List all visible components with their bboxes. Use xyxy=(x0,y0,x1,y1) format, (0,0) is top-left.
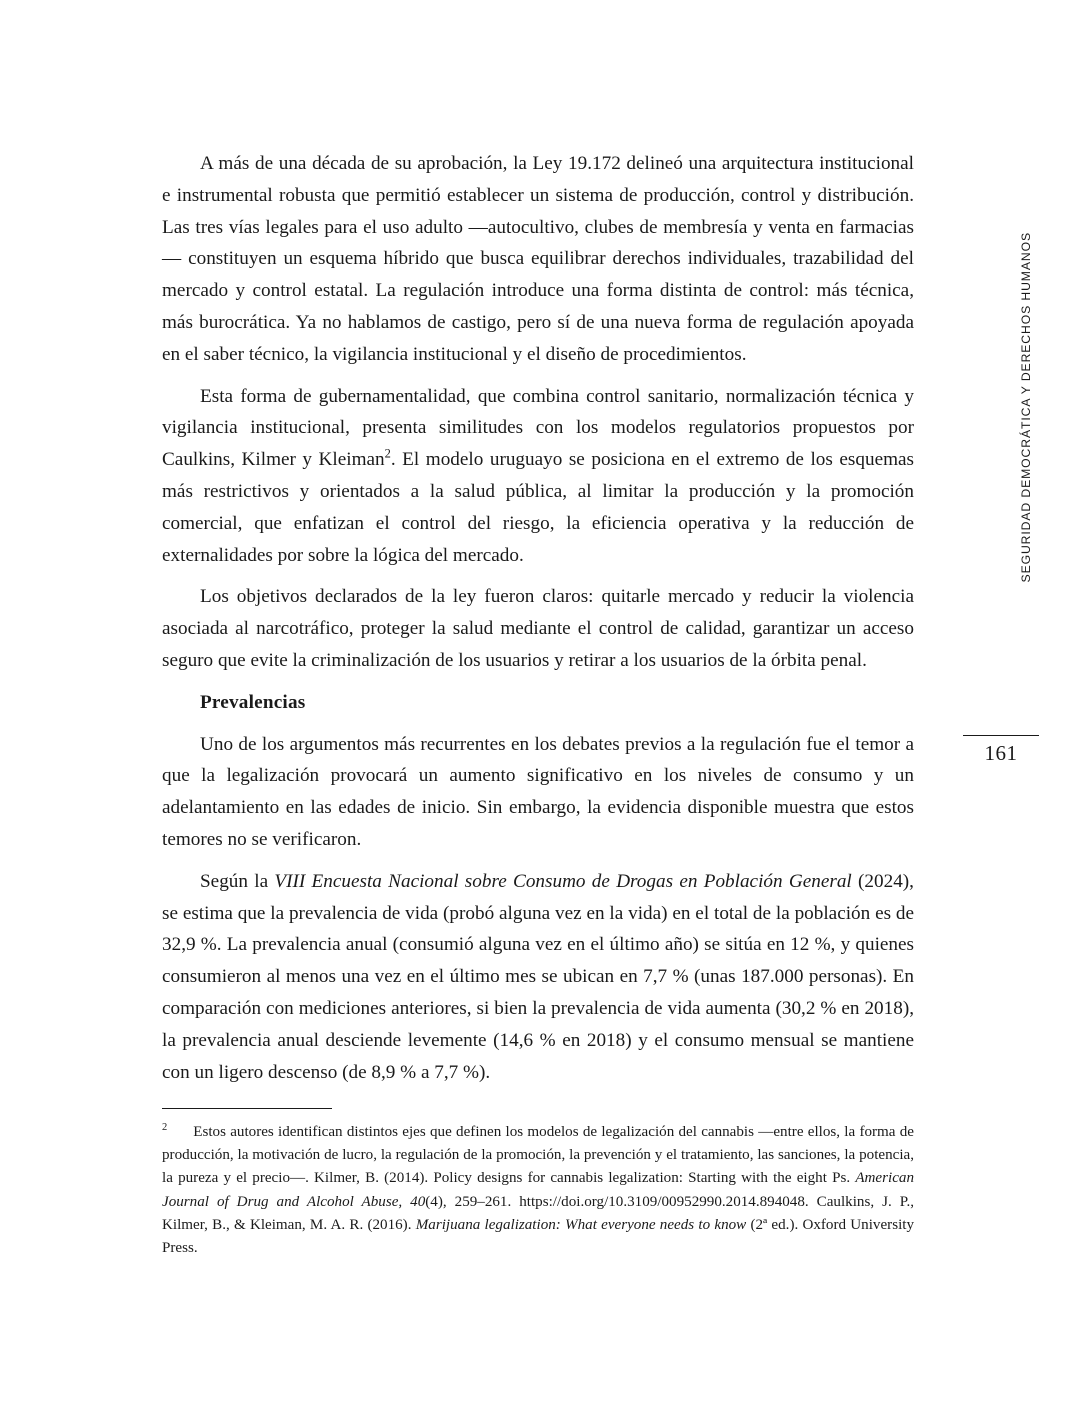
footnote-journal-italic: American Journal of Drug and Alcohol Abuse, 40 xyxy=(162,1170,914,1210)
footnote-separator xyxy=(162,1108,332,1109)
paragraph-2 xyxy=(162,381,914,572)
section-heading-prevalencias: Prevalencias xyxy=(200,691,306,713)
footnote-part-2: (4), 259–261. https://doi.org/10.3109/00952990.2014.894048. Caulkins, J. P., Kilmer, B., & Kleiman, M. A. R. (2016). xyxy=(162,1193,914,1233)
footnote-reference-2: 2 xyxy=(384,446,391,461)
paragraph-4: Uno de los argumentos más recurrentes en los debates previos a la regulación fue el temor a que la legalización provocará un aumento significativo en los niveles de consumo y un adelantamiento en las edades de inicio. Sin embargo, la evidencia disponible muestra que estos temores no se verificaron. xyxy=(162,733,914,850)
footnote-part-3: (2ª ed.). Oxford University Press. xyxy=(162,1216,915,1257)
paragraph-2-part-1: Esta forma de gubernamentalidad, que combina control sanitario, normalización técnica y vigilancia institucional, presenta similitudes con los modelos regulatorios propuestos por Caulkins, Kilmer y Kleiman xyxy=(162,385,914,471)
paragraph-5 xyxy=(162,866,914,1089)
paragraph-5-part-2: (2024), se estima que la prevalencia de vida (probó alguna vez en la vida) en el total de la población es de 32,9 %. La prevalencia anual (consumió alguna vez en el último año) se sitúa en 12 %, y quienes consumieron al menos una vez en el último mes se ubican en 7,7 % (unas 187.000 personas). En comparación con mediciones anteriores, si bien la prevalencia de vida aumenta (30,2 % en 2018), la prevalencia anual desciende levemente (14,6 % en 2018) y el consumo mensual se mantiene con un ligero descenso (de 8,9 % a 7,7 %). xyxy=(162,870,914,1083)
survey-title-italic: VIII Encuesta Nacional sobre Consumo de Drogas en Población General xyxy=(274,870,852,892)
footnote-book-italic: Marijuana legalization: What everyone needs to know xyxy=(415,1216,747,1233)
paragraph-1: A más de una década de su aprobación, la Ley 19.172 delineó una arquitectura institucional e instrumental robusta que permitió establecer un sistema de producción, control y distribución. Las tres vías legales para el uso adulto —autocultivo, clubes de membresía y venta en farmacias— constituyen un esquema híbrido que busca equilibrar derechos individuales, trazabilidad del mercado y control estatal. La regulación introduce una forma distinta de control: más técnica, más burocrática. Ya no hablamos de castigo, pero sí de una nueva forma de regulación apoyada en el saber técnico, la vigilancia institucional y el diseño de procedimientos. xyxy=(162,153,914,365)
paragraph-2-part-2: . El modelo uruguayo se posiciona en el extremo de los esquemas más restrictivos y orientados a la salud pública, al limitar la producción y la promoción comercial, que enfatizan el control del riesgo, la eficiencia operativa y la reducción de externalidades por sobre la lógica del mercado. xyxy=(162,449,914,566)
page-number: 161 xyxy=(984,741,1018,765)
footnote-2 xyxy=(162,1121,914,1260)
footnote-marker: 2 xyxy=(162,1121,168,1133)
paragraph-5-part-1: Según la xyxy=(200,870,275,892)
main-text-column xyxy=(162,148,914,1088)
footnote-part-1: Estos autores identifican distintos ejes que definen los modelos de legalización del cannabis —entre ellos, la forma de producción, la motivación de lucro, la regulación de la promoción, la prevención y el tratamiento, las sanciones, la potencia, la pureza y el precio—. Kilmer, B. (2014). Policy designs for cannabis legalization: Starting with the eight Ps. xyxy=(162,1124,914,1187)
folio-block xyxy=(963,735,1039,766)
footnote-area xyxy=(162,1108,914,1260)
folio-rule xyxy=(963,735,1039,736)
running-head: SEGURIDAD DEMOCRÁTICA Y DERECHOS HUMANOS xyxy=(1019,232,1033,583)
paragraph-3: Los objetivos declarados de la ley fueron claros: quitarle mercado y reducir la violencia asociada al narcotráfico, proteger la salud mediante el control de calidad, garantizar un acceso seguro que evite la criminalización de los usuarios y retirar a los usuarios de la órbita penal. xyxy=(162,586,914,671)
